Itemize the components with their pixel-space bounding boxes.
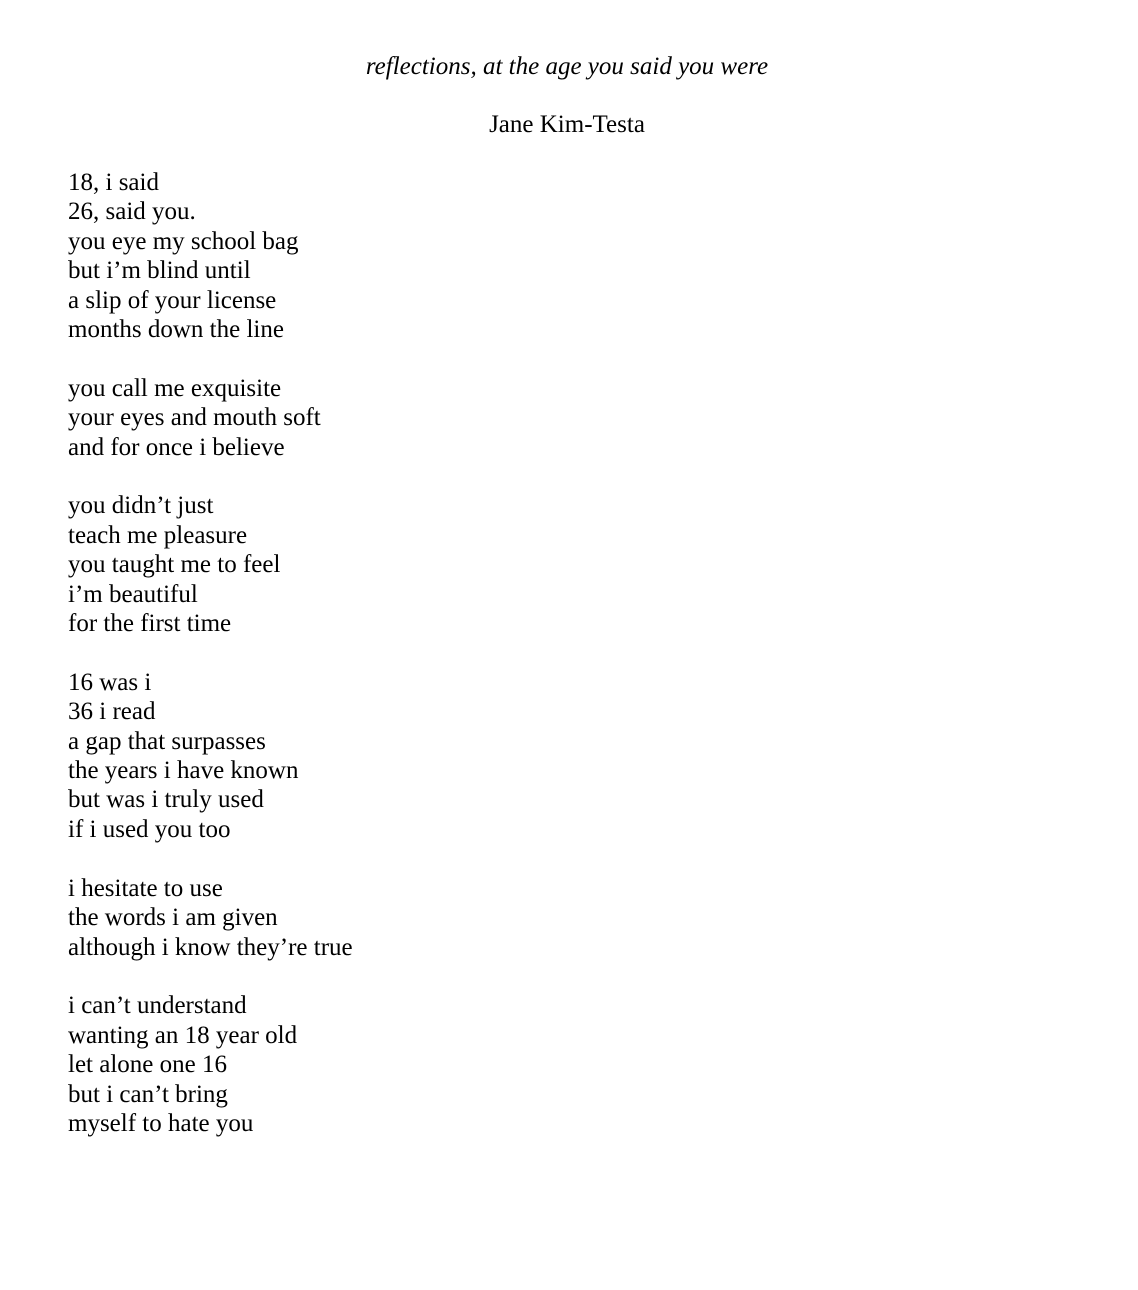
poem-line: i can’t understand	[68, 992, 247, 1020]
poem-line: the years i have known	[68, 757, 299, 785]
poem-line: 26, said you.	[68, 198, 196, 226]
poem-line: you call me exquisite	[68, 374, 282, 402]
stanza-2	[68, 374, 668, 462]
poem-line: if i used you too	[68, 815, 231, 843]
poem-line: but i can’t bring	[68, 1080, 228, 1108]
poem-line: wanting an 18 year old	[68, 1021, 298, 1049]
stanza-4	[68, 668, 668, 844]
poem-author: Jane Kim-Testa	[489, 111, 645, 138]
poem-line: 18, i said	[68, 169, 159, 196]
stanza-5	[68, 874, 668, 962]
poem-line: let alone one 16	[68, 1051, 227, 1079]
poem-line: you didn’t just	[68, 492, 214, 520]
poem-line: although i know they’re true	[68, 933, 353, 961]
poem-line: but i’m blind until	[68, 257, 251, 285]
poem-line: months down the line	[68, 316, 284, 344]
poem-line: you taught me to feel	[68, 551, 281, 579]
poem-title: reflections, at the age you said you were	[365, 53, 769, 80]
poem-line: a gap that surpasses	[68, 727, 266, 755]
poem-line: i hesitate to use	[68, 874, 223, 902]
poem-line: for the first time	[68, 610, 232, 638]
poem-line: myself to hate you	[68, 1109, 254, 1137]
stanza-6	[68, 991, 668, 1138]
poem-line: and for once i believe	[68, 433, 285, 461]
poem-line: your eyes and mouth soft	[68, 404, 321, 432]
poem-line: a slip of your license	[68, 286, 277, 314]
stanza-1	[68, 168, 668, 344]
poem-line: i’m beautiful	[68, 580, 198, 608]
poem-line: 36 i read	[68, 698, 156, 726]
poem-line: 16 was i	[68, 668, 152, 696]
poem-line: but was i truly used	[68, 786, 264, 814]
stanza-3	[68, 491, 668, 638]
poem-body	[68, 168, 668, 1168]
poem-line: you eye my school bag	[68, 227, 299, 255]
poem-line: the words i am given	[68, 904, 278, 932]
poem-line: teach me pleasure	[68, 521, 248, 549]
